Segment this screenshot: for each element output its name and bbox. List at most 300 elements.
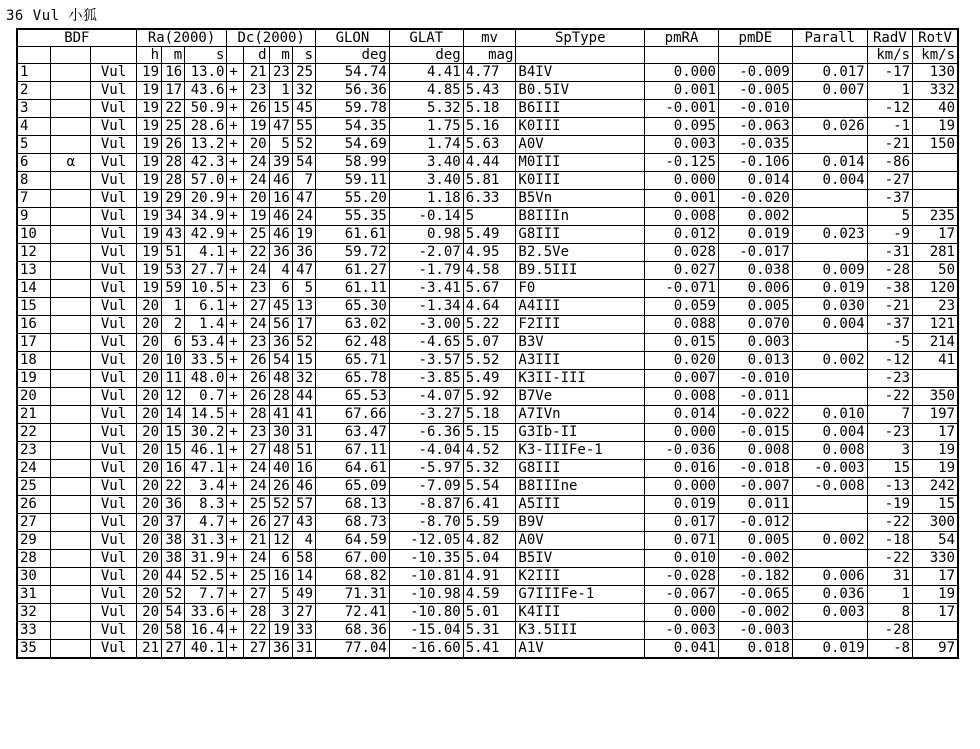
magnitude-cell: 6.41 xyxy=(463,496,516,514)
bdf-number-cell: 10 xyxy=(17,226,51,244)
ra-minutes-cell: 53 xyxy=(162,262,185,280)
dec-seconds-cell: 19 xyxy=(292,226,315,244)
rotational-velocity-cell: 281 xyxy=(913,244,958,262)
dec-minutes-cell: 5 xyxy=(269,586,292,604)
magnitude-cell: 5.18 xyxy=(463,406,516,424)
ra-hours-cell: 20 xyxy=(136,334,161,352)
unit-glon: deg xyxy=(316,47,390,64)
dec-degrees-cell: 25 xyxy=(244,568,269,586)
pm-ra-cell: 0.027 xyxy=(645,262,719,280)
bdf-constellation-cell: Vul xyxy=(91,172,136,190)
rotational-velocity-cell: 17 xyxy=(913,424,958,442)
pm-ra-cell: 0.003 xyxy=(645,136,719,154)
unit-pmra xyxy=(645,47,719,64)
header-glat: GLAT xyxy=(389,29,463,47)
glon-cell: 62.48 xyxy=(316,334,390,352)
rotational-velocity-cell: 130 xyxy=(913,64,958,82)
table-row xyxy=(17,640,958,659)
glon-cell: 72.41 xyxy=(316,604,390,622)
header-sptype: SpType xyxy=(516,29,645,47)
glat-cell: 3.40 xyxy=(389,172,463,190)
ra-minutes-cell: 2 xyxy=(162,316,185,334)
bdf-greek-cell xyxy=(51,82,91,100)
radial-velocity-cell: -31 xyxy=(867,244,912,262)
bdf-number-cell: 27 xyxy=(17,514,51,532)
dec-minutes-cell: 46 xyxy=(269,226,292,244)
bdf-number-cell: 2 xyxy=(17,82,51,100)
bdf-number-cell: 18 xyxy=(17,352,51,370)
pm-de-cell: 0.038 xyxy=(718,262,792,280)
radial-velocity-cell: 5 xyxy=(867,208,912,226)
dec-seconds-cell: 32 xyxy=(292,82,315,100)
ra-seconds-cell: 28.6 xyxy=(185,118,227,136)
rotational-velocity-cell: 19 xyxy=(913,118,958,136)
ra-seconds-cell: 13.0 xyxy=(185,64,227,82)
pm-ra-cell: -0.071 xyxy=(645,280,719,298)
ra-hours-cell: 19 xyxy=(136,208,161,226)
parallax-cell xyxy=(792,370,867,388)
bdf-constellation-cell: Vul xyxy=(91,352,136,370)
pm-ra-cell: 0.088 xyxy=(645,316,719,334)
parallax-cell: 0.019 xyxy=(792,280,867,298)
dec-seconds-cell: 25 xyxy=(292,64,315,82)
ra-minutes-cell: 58 xyxy=(162,622,185,640)
bdf-constellation-cell: Vul xyxy=(91,460,136,478)
dec-degrees-cell: 24 xyxy=(244,316,269,334)
table-row xyxy=(17,622,958,640)
parallax-cell xyxy=(792,514,867,532)
table-row xyxy=(17,334,958,352)
pm-de-cell: -0.017 xyxy=(718,244,792,262)
parallax-cell: 0.003 xyxy=(792,604,867,622)
ra-seconds-cell: 13.2 xyxy=(185,136,227,154)
parallax-cell: 0.036 xyxy=(792,586,867,604)
pm-de-cell: 0.005 xyxy=(718,532,792,550)
spectral-type-cell: K2III xyxy=(516,568,645,586)
magnitude-cell: 5.67 xyxy=(463,280,516,298)
dec-seconds-cell: 13 xyxy=(292,298,315,316)
ra-minutes-cell: 43 xyxy=(162,226,185,244)
spectral-type-cell: F0 xyxy=(516,280,645,298)
dec-minutes-cell: 56 xyxy=(269,316,292,334)
spectral-type-cell: B0.5IV xyxy=(516,82,645,100)
bdf-greek-cell xyxy=(51,118,91,136)
pm-ra-cell: 0.008 xyxy=(645,388,719,406)
ra-hours-cell: 20 xyxy=(136,550,161,568)
bdf-constellation-cell: Vul xyxy=(91,406,136,424)
parallax-cell: -0.008 xyxy=(792,478,867,496)
bdf-constellation-cell: Vul xyxy=(91,532,136,550)
parallax-cell: 0.017 xyxy=(792,64,867,82)
ra-seconds-cell: 30.2 xyxy=(185,424,227,442)
dec-degrees-cell: 22 xyxy=(244,244,269,262)
ra-minutes-cell: 38 xyxy=(162,532,185,550)
pm-de-cell: 0.005 xyxy=(718,298,792,316)
bdf-greek-cell xyxy=(51,370,91,388)
dec-minutes-cell: 1 xyxy=(269,82,292,100)
dec-sign-cell: + xyxy=(227,82,244,100)
bdf-constellation-cell: Vul xyxy=(91,226,136,244)
parallax-cell: 0.014 xyxy=(792,154,867,172)
ra-seconds-cell: 42.9 xyxy=(185,226,227,244)
bdf-number-cell: 29 xyxy=(17,532,51,550)
dec-seconds-cell: 55 xyxy=(292,118,315,136)
rotational-velocity-cell xyxy=(913,190,958,208)
rotational-velocity-cell: 214 xyxy=(913,334,958,352)
bdf-number-cell: 3 xyxy=(17,100,51,118)
ra-hours-cell: 19 xyxy=(136,154,161,172)
magnitude-cell: 5.52 xyxy=(463,352,516,370)
ra-minutes-cell: 12 xyxy=(162,388,185,406)
dec-minutes-cell: 5 xyxy=(269,136,292,154)
dec-seconds-cell: 58 xyxy=(292,550,315,568)
pm-ra-cell: -0.028 xyxy=(645,568,719,586)
ra-hours-cell: 20 xyxy=(136,406,161,424)
parallax-cell xyxy=(792,622,867,640)
bdf-number-cell: 26 xyxy=(17,496,51,514)
pm-de-cell: 0.018 xyxy=(718,640,792,659)
bdf-number-cell: 9 xyxy=(17,208,51,226)
ra-seconds-cell: 4.7 xyxy=(185,514,227,532)
parallax-cell xyxy=(792,244,867,262)
magnitude-cell: 5.04 xyxy=(463,550,516,568)
glat-cell: -15.04 xyxy=(389,622,463,640)
dec-seconds-cell: 49 xyxy=(292,586,315,604)
spectral-type-cell: B3V xyxy=(516,334,645,352)
ra-seconds-cell: 50.9 xyxy=(185,100,227,118)
parallax-cell: 0.010 xyxy=(792,406,867,424)
ra-hours-cell: 19 xyxy=(136,118,161,136)
pm-de-cell: 0.013 xyxy=(718,352,792,370)
glon-cell: 68.73 xyxy=(316,514,390,532)
pm-ra-cell: 0.095 xyxy=(645,118,719,136)
glon-cell: 55.35 xyxy=(316,208,390,226)
bdf-constellation-cell: Vul xyxy=(91,208,136,226)
spectral-type-cell: B7Ve xyxy=(516,388,645,406)
pm-ra-cell: 0.000 xyxy=(645,172,719,190)
spectral-type-cell: F2III xyxy=(516,316,645,334)
unit-glat: deg xyxy=(389,47,463,64)
bdf-number-cell: 20 xyxy=(17,388,51,406)
spectral-type-cell: A7IVn xyxy=(516,406,645,424)
dec-minutes-cell: 36 xyxy=(269,640,292,659)
pm-ra-cell: 0.017 xyxy=(645,514,719,532)
unit-cell xyxy=(91,47,136,64)
magnitude-cell: 5.31 xyxy=(463,622,516,640)
bdf-greek-cell xyxy=(51,136,91,154)
radial-velocity-cell: 1 xyxy=(867,82,912,100)
ra-seconds-cell: 34.9 xyxy=(185,208,227,226)
ra-minutes-cell: 29 xyxy=(162,190,185,208)
glat-cell: -10.80 xyxy=(389,604,463,622)
magnitude-cell: 4.59 xyxy=(463,586,516,604)
spectral-type-cell: K3-IIIFe-1 xyxy=(516,442,645,460)
radial-velocity-cell: -18 xyxy=(867,532,912,550)
pm-ra-cell: 0.012 xyxy=(645,226,719,244)
table-row xyxy=(17,316,958,334)
spectral-type-cell: B8IIIn xyxy=(516,208,645,226)
glon-cell: 54.74 xyxy=(316,64,390,82)
bdf-constellation-cell: Vul xyxy=(91,154,136,172)
ra-seconds-cell: 43.6 xyxy=(185,82,227,100)
bdf-number-cell: 14 xyxy=(17,280,51,298)
pm-de-cell: 0.008 xyxy=(718,442,792,460)
dec-degrees-cell: 27 xyxy=(244,442,269,460)
dec-degrees-cell: 21 xyxy=(244,64,269,82)
dec-degrees-cell: 27 xyxy=(244,586,269,604)
pm-ra-cell: 0.016 xyxy=(645,460,719,478)
glon-cell: 65.53 xyxy=(316,388,390,406)
pm-ra-cell: 0.010 xyxy=(645,550,719,568)
dec-sign-cell: + xyxy=(227,262,244,280)
spectral-type-cell: A1V xyxy=(516,640,645,659)
unit-parall xyxy=(792,47,867,64)
bdf-number-cell: 16 xyxy=(17,316,51,334)
glon-cell: 67.00 xyxy=(316,550,390,568)
glon-cell: 54.35 xyxy=(316,118,390,136)
dec-sign-cell: + xyxy=(227,640,244,659)
magnitude-cell: 5.49 xyxy=(463,370,516,388)
ra-hours-cell: 20 xyxy=(136,496,161,514)
ra-minutes-cell: 51 xyxy=(162,244,185,262)
rotational-velocity-cell: 120 xyxy=(913,280,958,298)
spectral-type-cell: K0III xyxy=(516,118,645,136)
dec-minutes-cell: 4 xyxy=(269,262,292,280)
table-row xyxy=(17,442,958,460)
glat-cell: -8.70 xyxy=(389,514,463,532)
dec-sign-cell: + xyxy=(227,388,244,406)
parallax-cell xyxy=(792,388,867,406)
dec-minutes-cell: 46 xyxy=(269,208,292,226)
magnitude-cell: 5.07 xyxy=(463,334,516,352)
bdf-constellation-cell: Vul xyxy=(91,118,136,136)
ra-hours-cell: 20 xyxy=(136,532,161,550)
ra-minutes-cell: 37 xyxy=(162,514,185,532)
pm-ra-cell: 0.019 xyxy=(645,496,719,514)
radial-velocity-cell: -1 xyxy=(867,118,912,136)
bdf-constellation-cell: Vul xyxy=(91,550,136,568)
rotational-velocity-cell: 15 xyxy=(913,496,958,514)
unit-cell xyxy=(51,47,91,64)
bdf-number-cell: 1 xyxy=(17,64,51,82)
spectral-type-cell: G3Ib-II xyxy=(516,424,645,442)
spectral-type-cell: A0V xyxy=(516,532,645,550)
ra-minutes-cell: 22 xyxy=(162,100,185,118)
rotational-velocity-cell: 235 xyxy=(913,208,958,226)
glon-cell: 77.04 xyxy=(316,640,390,659)
pm-de-cell: -0.003 xyxy=(718,622,792,640)
dec-sign-cell: + xyxy=(227,172,244,190)
radial-velocity-cell: -8 xyxy=(867,640,912,659)
rotational-velocity-cell: 50 xyxy=(913,262,958,280)
pm-ra-cell: 0.008 xyxy=(645,208,719,226)
ra-hours-cell: 19 xyxy=(136,82,161,100)
rotational-velocity-cell: 330 xyxy=(913,550,958,568)
bdf-constellation-cell: Vul xyxy=(91,64,136,82)
parallax-cell: 0.002 xyxy=(792,532,867,550)
bdf-greek-cell xyxy=(51,316,91,334)
glon-cell: 65.09 xyxy=(316,478,390,496)
bdf-greek-cell xyxy=(51,568,91,586)
ra-seconds-cell: 48.0 xyxy=(185,370,227,388)
dec-seconds-cell: 16 xyxy=(292,460,315,478)
spectral-type-cell: G8III xyxy=(516,460,645,478)
magnitude-cell: 5.18 xyxy=(463,100,516,118)
dec-degrees-cell: 25 xyxy=(244,496,269,514)
ra-seconds-cell: 46.1 xyxy=(185,442,227,460)
dec-sign-cell: + xyxy=(227,100,244,118)
dec-sign-cell: + xyxy=(227,568,244,586)
bdf-constellation-cell: Vul xyxy=(91,514,136,532)
ra-seconds-cell: 7.7 xyxy=(185,586,227,604)
spectral-type-cell: B9V xyxy=(516,514,645,532)
parallax-cell xyxy=(792,100,867,118)
ra-seconds-cell: 20.9 xyxy=(185,190,227,208)
header-dc: Dc(2000) xyxy=(227,29,316,47)
bdf-number-cell: 8 xyxy=(17,172,51,190)
dec-minutes-cell: 30 xyxy=(269,424,292,442)
glon-cell: 61.61 xyxy=(316,226,390,244)
table-row xyxy=(17,100,958,118)
radial-velocity-cell: -37 xyxy=(867,316,912,334)
dec-seconds-cell: 5 xyxy=(292,280,315,298)
parallax-cell xyxy=(792,208,867,226)
glon-cell: 56.36 xyxy=(316,82,390,100)
ra-seconds-cell: 33.5 xyxy=(185,352,227,370)
glon-cell: 67.11 xyxy=(316,442,390,460)
pm-de-cell: -0.035 xyxy=(718,136,792,154)
bdf-greek-cell xyxy=(51,460,91,478)
dec-seconds-cell: 47 xyxy=(292,190,315,208)
dec-degrees-cell: 24 xyxy=(244,262,269,280)
bdf-greek-cell xyxy=(51,478,91,496)
pm-de-cell: -0.009 xyxy=(718,64,792,82)
magnitude-cell: 4.64 xyxy=(463,298,516,316)
dec-minutes-cell: 41 xyxy=(269,406,292,424)
ra-minutes-cell: 15 xyxy=(162,424,185,442)
glat-cell: -3.41 xyxy=(389,280,463,298)
header-mv: mv xyxy=(463,29,516,47)
glon-cell: 64.59 xyxy=(316,532,390,550)
bdf-number-cell: 32 xyxy=(17,604,51,622)
dec-degrees-cell: 20 xyxy=(244,190,269,208)
dec-sign-cell: + xyxy=(227,442,244,460)
pm-ra-cell: 0.028 xyxy=(645,244,719,262)
spectral-type-cell: K0III xyxy=(516,172,645,190)
ra-minutes-cell: 59 xyxy=(162,280,185,298)
pm-ra-cell: 0.000 xyxy=(645,604,719,622)
radial-velocity-cell: 3 xyxy=(867,442,912,460)
dec-degrees-cell: 21 xyxy=(244,532,269,550)
bdf-number-cell: 31 xyxy=(17,586,51,604)
glat-cell: -6.36 xyxy=(389,424,463,442)
unit-ra-h: h xyxy=(136,47,161,64)
pm-de-cell: 0.011 xyxy=(718,496,792,514)
radial-velocity-cell: -86 xyxy=(867,154,912,172)
bdf-constellation-cell: Vul xyxy=(91,496,136,514)
bdf-greek-cell xyxy=(51,388,91,406)
bdf-number-cell: 7 xyxy=(17,190,51,208)
ra-hours-cell: 19 xyxy=(136,100,161,118)
spectral-type-cell: B2.5Ve xyxy=(516,244,645,262)
ra-minutes-cell: 54 xyxy=(162,604,185,622)
glat-cell: 4.85 xyxy=(389,82,463,100)
unit-dc-m: m xyxy=(269,47,292,64)
ra-hours-cell: 20 xyxy=(136,460,161,478)
bdf-constellation-cell: Vul xyxy=(91,334,136,352)
bdf-constellation-cell: Vul xyxy=(91,424,136,442)
dec-minutes-cell: 3 xyxy=(269,604,292,622)
table-row xyxy=(17,604,958,622)
dec-sign-cell: + xyxy=(227,244,244,262)
bdf-greek-cell xyxy=(51,262,91,280)
pm-ra-cell: 0.020 xyxy=(645,352,719,370)
rotational-velocity-cell xyxy=(913,622,958,640)
pm-de-cell: -0.005 xyxy=(718,82,792,100)
bdf-number-cell: 17 xyxy=(17,334,51,352)
rotational-velocity-cell: 23 xyxy=(913,298,958,316)
pm-ra-cell: 0.007 xyxy=(645,370,719,388)
parallax-cell: 0.006 xyxy=(792,568,867,586)
glat-cell: 5.32 xyxy=(389,100,463,118)
ra-minutes-cell: 28 xyxy=(162,154,185,172)
table-row xyxy=(17,586,958,604)
table-row xyxy=(17,118,958,136)
table-row xyxy=(17,568,958,586)
dec-degrees-cell: 27 xyxy=(244,640,269,659)
ra-seconds-cell: 16.4 xyxy=(185,622,227,640)
radial-velocity-cell: 8 xyxy=(867,604,912,622)
magnitude-cell: 5.59 xyxy=(463,514,516,532)
table-row xyxy=(17,406,958,424)
ra-seconds-cell: 52.5 xyxy=(185,568,227,586)
parallax-cell: 0.008 xyxy=(792,442,867,460)
radial-velocity-cell: -23 xyxy=(867,424,912,442)
dec-sign-cell: + xyxy=(227,406,244,424)
dec-sign-cell: + xyxy=(227,550,244,568)
dec-minutes-cell: 19 xyxy=(269,622,292,640)
magnitude-cell: 5.22 xyxy=(463,316,516,334)
spectral-type-cell: A4III xyxy=(516,298,645,316)
spectral-type-cell: A3III xyxy=(516,352,645,370)
magnitude-cell: 4.58 xyxy=(463,262,516,280)
parallax-cell: 0.026 xyxy=(792,118,867,136)
dec-degrees-cell: 25 xyxy=(244,226,269,244)
pm-ra-cell: 0.001 xyxy=(645,190,719,208)
magnitude-cell: 5.92 xyxy=(463,388,516,406)
dec-minutes-cell: 46 xyxy=(269,172,292,190)
bdf-greek-cell xyxy=(51,586,91,604)
rotational-velocity-cell: 300 xyxy=(913,514,958,532)
header-ra: Ra(2000) xyxy=(136,29,227,47)
bdf-greek-cell xyxy=(51,208,91,226)
ra-seconds-cell: 3.4 xyxy=(185,478,227,496)
star-catalog-table xyxy=(16,28,959,659)
parallax-cell xyxy=(792,496,867,514)
dec-seconds-cell: 32 xyxy=(292,370,315,388)
bdf-constellation-cell: Vul xyxy=(91,370,136,388)
magnitude-cell: 5 xyxy=(463,208,516,226)
dec-seconds-cell: 7 xyxy=(292,172,315,190)
dec-seconds-cell: 33 xyxy=(292,622,315,640)
ra-hours-cell: 19 xyxy=(136,244,161,262)
dec-degrees-cell: 23 xyxy=(244,82,269,100)
pm-de-cell: -0.002 xyxy=(718,604,792,622)
glat-cell: 3.40 xyxy=(389,154,463,172)
bdf-greek-cell xyxy=(51,190,91,208)
radial-velocity-cell: -21 xyxy=(867,298,912,316)
magnitude-cell: 4.77 xyxy=(463,64,516,82)
